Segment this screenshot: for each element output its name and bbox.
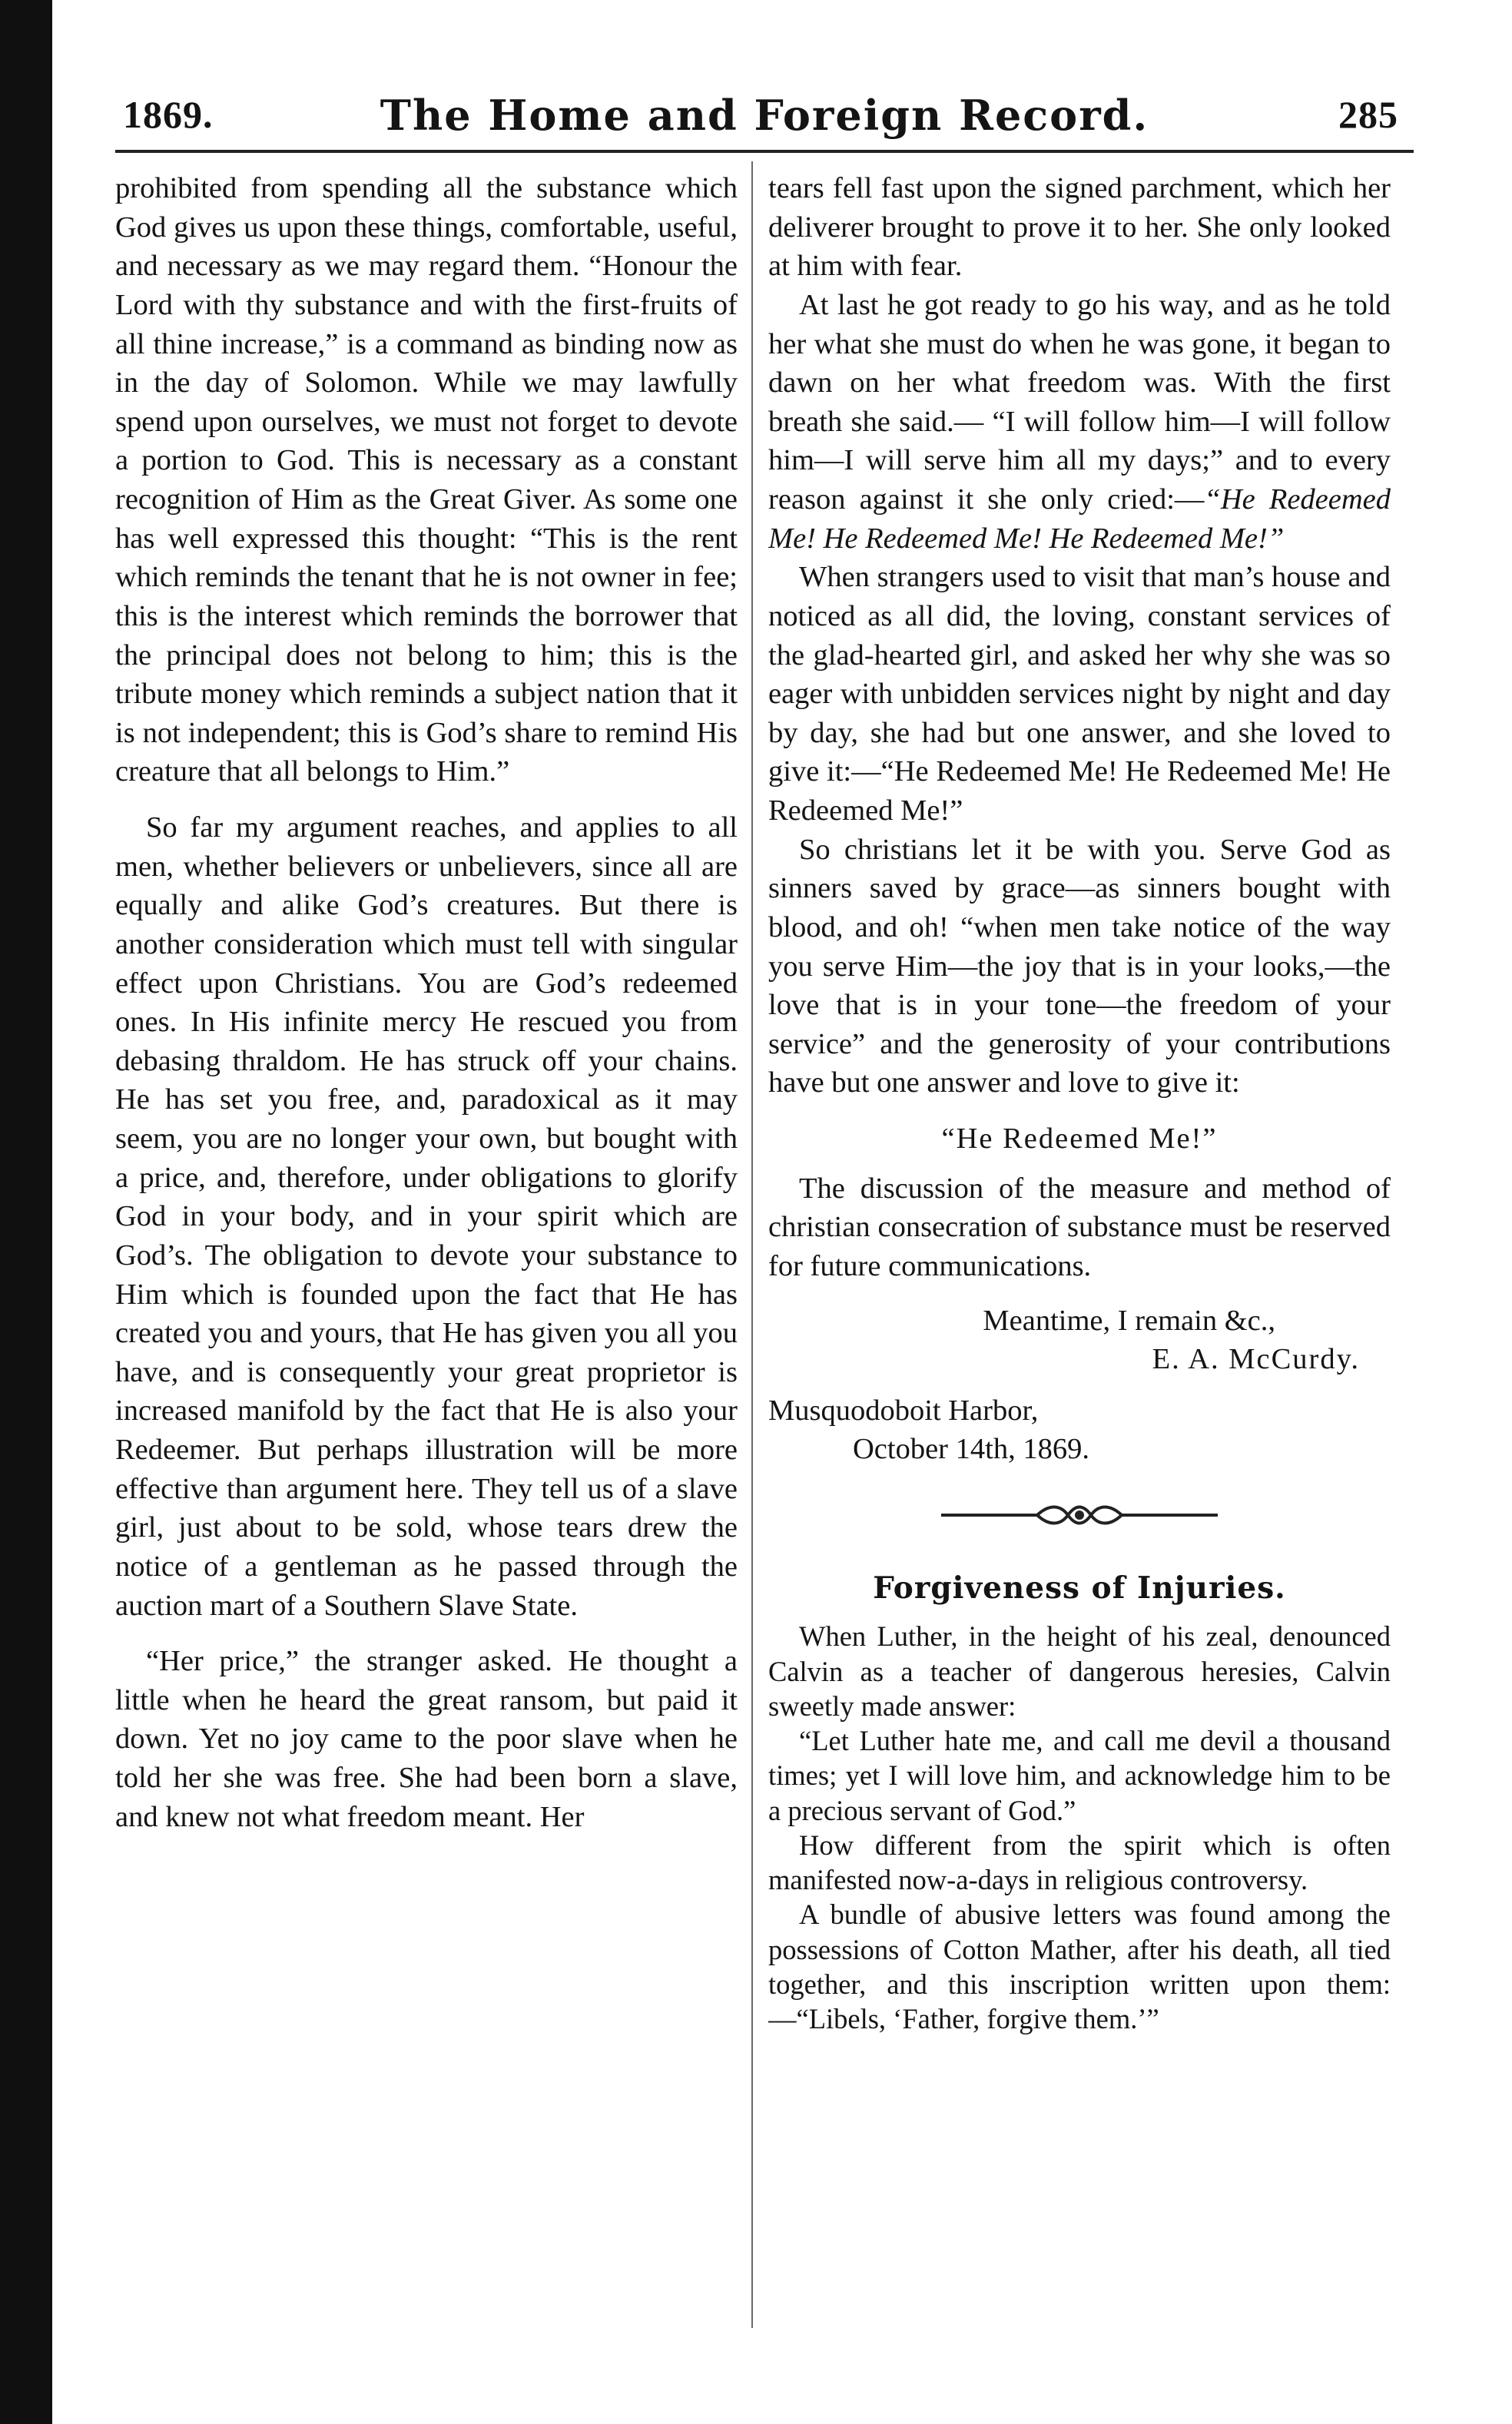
header-year: 1869. <box>123 93 214 136</box>
author-signature: E. A. McCurdy. <box>1152 1343 1360 1376</box>
page-number: 285 <box>1338 93 1398 136</box>
forgiveness-paragraph-3: How different from the spirit which is often manifested now-a-days in religious controversy. <box>768 1829 1391 1896</box>
right-paragraph-5: The discussion of the measure and method of christian consecration of substance must be reserved for future communications. <box>768 1172 1391 1282</box>
date-line: October 14th, 1869. <box>853 1433 1089 1466</box>
right-paragraph-3: When strangers used to visit that man’s house and noticed as all did, the loving, constant services of the glad-hearted girl, and asked her why she was so eager with unbidden services night by night and day by day, she had but one answer, and she loved to give it:—“He Redeemed Me! He Redeemed Me! He Redeemed Me!” <box>768 561 1391 827</box>
forgiveness-paragraph-4: A bundle of abusive letters was found among the possessions of Cotton Mather, after his death, all tied together, and this inscription written upon them:—“Libels, ‘Father, forgive them.’” <box>768 1898 1391 2035</box>
right-paragraph-4: So christians let it be with you. Serve God as sinners saved by grace—as sinners bought with blood, and oh! “when men take notice of the way you serve Him—the joy that is in your looks,—the love that is in your tone—the freedom of your service” and the generosity of your contributions have but one answer and love to give it: <box>768 833 1391 1099</box>
header-rule <box>115 150 1414 153</box>
column-divider <box>751 161 753 2328</box>
left-paragraph-2: So far my argument reaches, and applies to all men, whether believers or unbelievers, since all are equally and alike God’s creatures. But there is another consideration which must tell with singular effect upon Christians. You are God’s redeemed ones. In His infinite mercy He rescued you from debasing thraldom. He has struck off your chains. He has set you free, and, paradoxical as it may seem, you are no longer your own, but bought with a price, and, therefore, under obligations to glorify God in your body, and in your spirit which are God’s. The obligation to devote your substance to Him which is founded upon the fact that He has created you and yours, that He has given you all you have, and is consequently your great proprietor is increased manifold by the fact that He is also your Redeemer. But perhaps illustration will be more effective than argument here. They tell us of a slave girl, just about to be sold, whose tears drew the notice of a gentleman as he passed through the auction mart of a Southern Slave State. <box>115 811 738 1622</box>
ornamental-divider <box>768 1500 1391 1546</box>
closing-line: Meantime, I remain &c., <box>983 1304 1275 1337</box>
right-column <box>768 169 1391 2351</box>
redeemed-exclamation: “He Redeemed Me! He Redeemed Me! He Redeemed Me!” <box>768 483 1391 555</box>
right-paragraph-2 <box>768 286 1391 558</box>
page <box>115 77 1414 2382</box>
binding-strip <box>0 0 52 2424</box>
right-paragraph-1: tears fell fast upon the signed parchment, which her deliverer brought to prove it to her. She only looked at him with fear. <box>768 172 1391 283</box>
place-line: Musquodoboit Harbor, <box>768 1394 1039 1427</box>
right-paragraph-2-text: At last he got ready to go his way, and as he told her what she must do when he was gone, it began to dawn on her what freedom was. With the first breath she said.— “I will follow him—I will follow him—I will serve him all my days;” and to every reason against it she only cried:— <box>768 288 1391 516</box>
section-title: Forgiveness of Injuries. <box>873 1570 1286 1606</box>
left-paragraph-3: “Her price,” the stranger asked. He thought a little when he heard the great ransom, but paid it down. Yet no joy came to the poor slave when he told her she was free. She had been born a slave, and knew not what freedom meant. Her <box>115 1645 738 1833</box>
forgiveness-paragraph-2: “Let Luther hate me, and call me devil a thousand times; yet I will love him, and acknowledge him to be a precious servant of God.” <box>768 1725 1391 1826</box>
left-paragraph-1: prohibited from spending all the substance which God gives us upon these things, comfortable, useful, and necessary as we may regard them. “Honour the Lord with thy substance and with the first-fruits of all thine increase,” is a command as binding now as in the day of Solomon. While we may lawfully spend upon ourselves, we must not forget to devote a portion to God. This is necessary as a constant recognition of Him as the Great Giver. As some one has well expressed this thought: “This is the rent which reminds the tenant that he is not owner in fee; this is the interest which reminds the borrower that the principal does not belong to him; this is the tribute money which reminds a subject nation that it is not independent; this is God’s share to remind His creature that all belongs to Him.” <box>115 172 738 788</box>
forgiveness-paragraph-1: When Luther, in the height of his zeal, denounced Calvin as a teacher of dangerous heresies, Calvin sweetly made answer: <box>768 1620 1391 1722</box>
running-head <box>115 92 1414 154</box>
centered-quote: “He Redeemed Me!” <box>941 1122 1218 1155</box>
flourish-ornament-icon <box>941 1500 1218 1530</box>
left-column <box>115 169 738 2351</box>
header-title: The Home and Foreign Record. <box>380 91 1149 140</box>
forgiveness-article <box>768 1619 1391 2036</box>
